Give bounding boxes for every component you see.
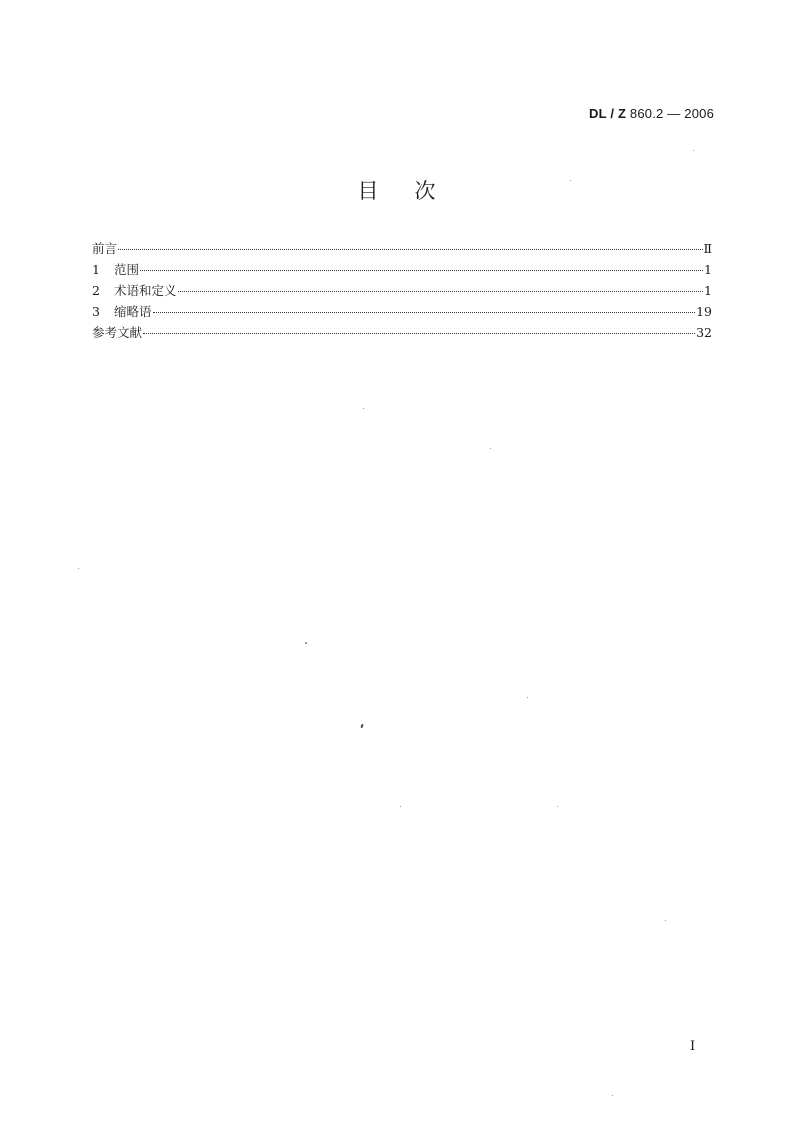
toc-entry-number: 3 bbox=[92, 304, 100, 319]
standard-code-prefix: DL / Z bbox=[589, 106, 627, 121]
scan-speck bbox=[693, 150, 694, 151]
scan-speck bbox=[557, 806, 558, 807]
standard-code-number: 860.2 — 2006 bbox=[626, 106, 714, 121]
toc-dot-leader bbox=[143, 333, 695, 334]
toc-entry-page: 32 bbox=[696, 325, 712, 340]
toc-entry-bibliography[interactable] bbox=[92, 322, 712, 343]
toc-entry-abbreviations[interactable] bbox=[92, 301, 712, 322]
scan-speck bbox=[400, 806, 401, 807]
toc-entry-label: 参考文献 bbox=[92, 325, 143, 340]
toc-entry-foreword[interactable] bbox=[92, 238, 712, 259]
table-of-contents bbox=[92, 238, 712, 343]
toc-entry-page: 1 bbox=[704, 262, 712, 277]
toc-dot-leader bbox=[140, 270, 703, 271]
toc-entry-page: Ⅱ bbox=[703, 241, 712, 256]
page-title: 目次 bbox=[357, 179, 472, 203]
scan-speck bbox=[78, 568, 79, 569]
toc-entry-label: 前言 bbox=[92, 241, 118, 256]
scan-speck bbox=[570, 180, 571, 181]
standard-code bbox=[589, 106, 714, 121]
toc-entry-label: 术语和定义 bbox=[114, 283, 177, 298]
toc-dot-leader bbox=[118, 249, 702, 250]
toc-entry-label: 范围 bbox=[114, 262, 140, 277]
scan-speck bbox=[490, 448, 491, 449]
toc-entry-label: 缩略语 bbox=[114, 304, 152, 319]
toc-entry-number: 2 bbox=[92, 283, 100, 298]
page-number: I bbox=[690, 1039, 696, 1054]
toc-entry-number: 1 bbox=[92, 262, 100, 277]
toc-dot-leader bbox=[178, 291, 704, 292]
toc-entry-terms[interactable] bbox=[92, 280, 712, 301]
scan-speck bbox=[360, 724, 363, 728]
scan-speck bbox=[527, 697, 528, 698]
scan-speck bbox=[363, 408, 364, 409]
toc-entry-scope[interactable] bbox=[92, 259, 712, 280]
scan-speck bbox=[665, 920, 666, 921]
toc-entry-page: 19 bbox=[696, 304, 712, 319]
scan-speck bbox=[612, 1095, 613, 1096]
scan-speck bbox=[305, 642, 307, 644]
toc-entry-page: 1 bbox=[704, 283, 712, 298]
toc-dot-leader bbox=[153, 312, 696, 313]
